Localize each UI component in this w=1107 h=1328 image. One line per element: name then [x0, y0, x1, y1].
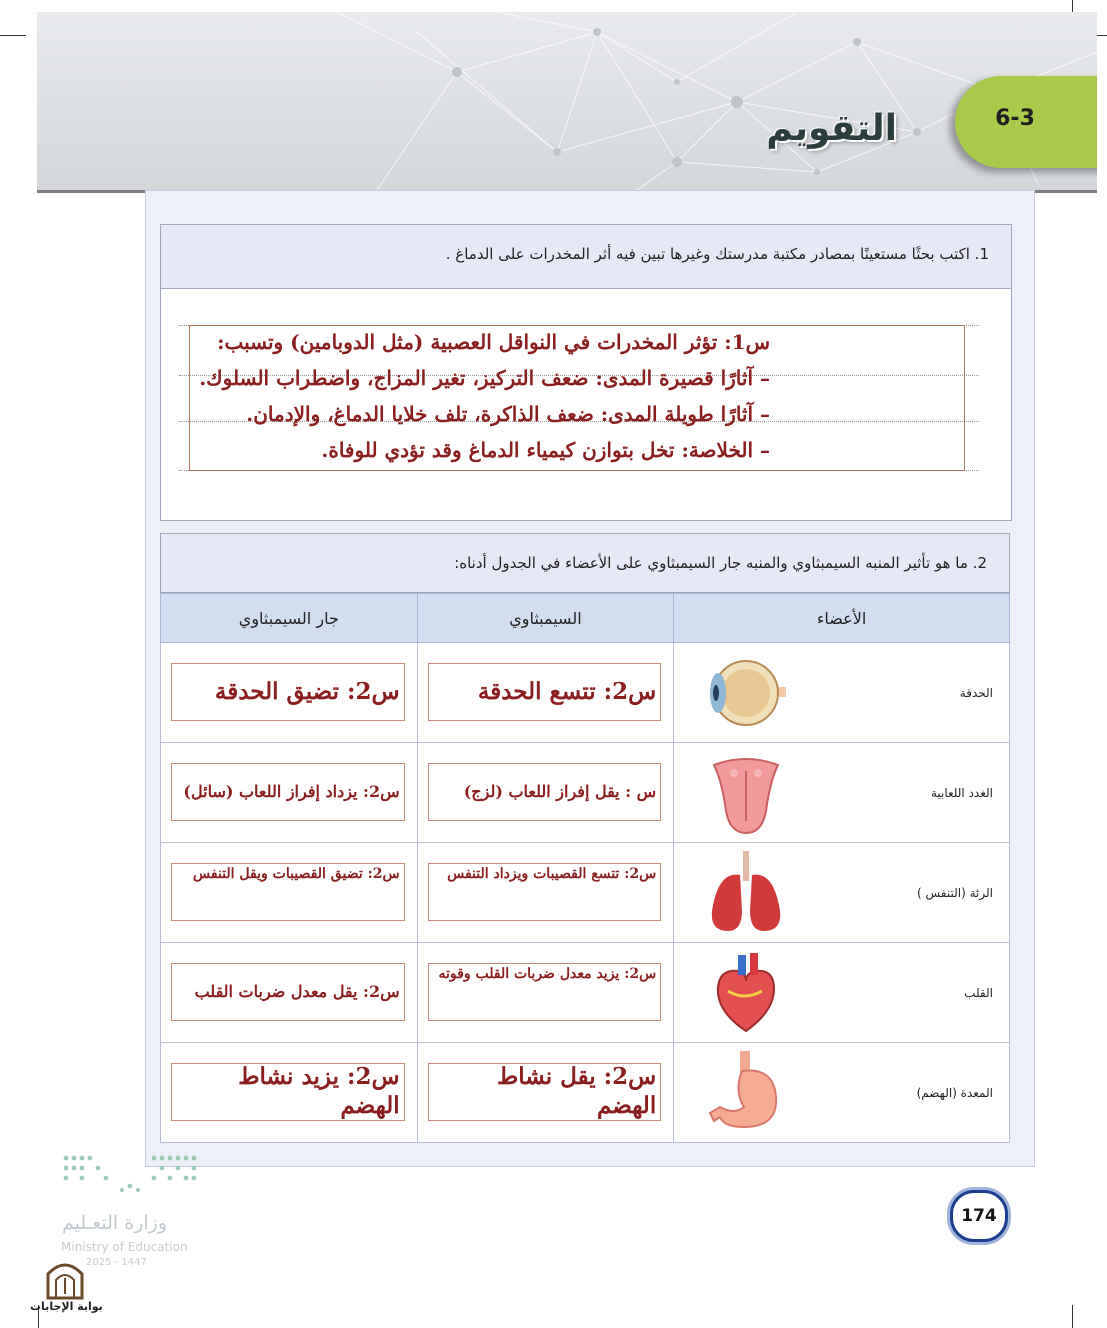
table-row: [161, 743, 1010, 843]
stomach-icon: [704, 1051, 788, 1135]
parasympathetic-cell: [161, 743, 418, 843]
sympathetic-answer: س2: تتسع الحدقة: [428, 663, 662, 721]
answer-line: – آثارًا قصيرة المدى: ضعف التركيز، تغير المزاج، واضطراب السلوك.: [199, 366, 770, 390]
column-header-sympathetic: السيمبثاوي: [417, 594, 674, 643]
unit-number-badge: [955, 76, 1097, 168]
question1-box: [160, 224, 1012, 521]
table-row: [161, 943, 1010, 1043]
parasympathetic-cell: [161, 843, 418, 943]
unit-number: 6-3: [995, 106, 1035, 131]
site-name: بوابة الإجابات: [30, 1300, 103, 1313]
sympathetic-answer: س : يقل إفراز اللعاب (لزج): [428, 763, 662, 821]
organ-name: الرئة (التنفس ): [917, 885, 993, 900]
sympathetic-cell: [417, 843, 674, 943]
section-title: التقويم: [766, 108, 897, 149]
ministry-name-english: Ministry of Education: [61, 1240, 188, 1254]
table-row: [161, 1043, 1010, 1143]
organ-cell: [674, 1043, 1010, 1143]
content-panel: [145, 190, 1035, 1167]
parasympathetic-answer: س2: تضيق القصيبات ويقل التنفس: [171, 863, 405, 921]
organ-name: الحدقة: [959, 685, 993, 700]
parasympathetic-answer: س2: تضيق الحدقة: [171, 663, 405, 721]
tongue-icon: [704, 751, 788, 835]
parasympathetic-answer: س2: يزيد نشاط الهضم: [171, 1063, 405, 1121]
question1-prompt: 1. اكتب بحثًا مستعينًا بمصادر مكتبة مدرستك وغيرها تبين فيه أثر المخدرات على الدماغ .: [161, 225, 1011, 289]
sympathetic-answer: س2: يقل نشاط الهضم: [428, 1063, 662, 1121]
organ-cell: [674, 943, 1010, 1043]
crop-mark: [0, 35, 26, 36]
heart-icon: [704, 951, 788, 1035]
column-header-organs: الأعضاء: [674, 594, 1010, 643]
question1-answer-box: [189, 325, 965, 471]
question2-prompt: 2. ما هو تأثير المنبه السيمبثاوي والمنبه جار السيمبثاوي على الأعضاء في الجدول أدناه:: [160, 533, 1010, 593]
answer-line: س1: تؤثر المخدرات في النواقل العصبية (مثل الدوبامين) وتسبب:: [217, 330, 770, 354]
sympathetic-answer: س2: تتسع القصيبات ويزداد التنفس: [428, 863, 662, 921]
organs-table: [160, 593, 1010, 1143]
sympathetic-cell: [417, 943, 674, 1043]
site-logo-icon: [30, 1256, 100, 1300]
organ-name: الغدد اللعابية: [930, 785, 993, 800]
parasympathetic-answer: س2: يقل معدل ضربات القلب: [171, 963, 405, 1021]
organ-cell: [674, 743, 1010, 843]
organ-cell: [674, 643, 1010, 743]
parasympathetic-answer: س2: يزداد إفراز اللعاب (سائل): [171, 763, 405, 821]
edition-year: 2025 - 1447: [86, 1257, 147, 1268]
table-row: [161, 643, 1010, 743]
parasympathetic-cell: [161, 643, 418, 743]
lungs-icon: [704, 851, 788, 935]
table-header-row: [161, 594, 1010, 643]
column-header-parasympathetic: جار السيمبثاوي: [161, 594, 418, 643]
page-number: 174: [950, 1190, 1008, 1242]
answer-line: – آثارًا طويلة المدى: ضعف الذاكرة، تلف خلايا الدماغ، والإدمان.: [246, 402, 770, 426]
ministry-name-arabic: وزارة التعـليم: [62, 1212, 168, 1234]
sympathetic-answer: س2: يزيد معدل ضربات القلب وقوته: [428, 963, 662, 1021]
answer-line: – الخلاصة: تخل بتوازن كيمياء الدماغ وقد تؤدي للوفاة.: [321, 438, 770, 462]
organ-name: المعدة (الهضم): [916, 1085, 993, 1100]
sympathetic-cell: [417, 643, 674, 743]
organ-cell: [674, 843, 1010, 943]
question2-box: [160, 533, 1010, 1143]
header-banner: [37, 12, 1097, 193]
ministry-logo-icon: [60, 1150, 200, 1200]
organ-name: القلب: [964, 985, 993, 1000]
crop-mark: [1072, 1305, 1073, 1328]
sympathetic-cell: [417, 743, 674, 843]
eye-icon: [704, 651, 788, 735]
sympathetic-cell: [417, 1043, 674, 1143]
network-pattern: [37, 12, 1097, 190]
parasympathetic-cell: [161, 943, 418, 1043]
table-row: [161, 843, 1010, 943]
parasympathetic-cell: [161, 1043, 418, 1143]
